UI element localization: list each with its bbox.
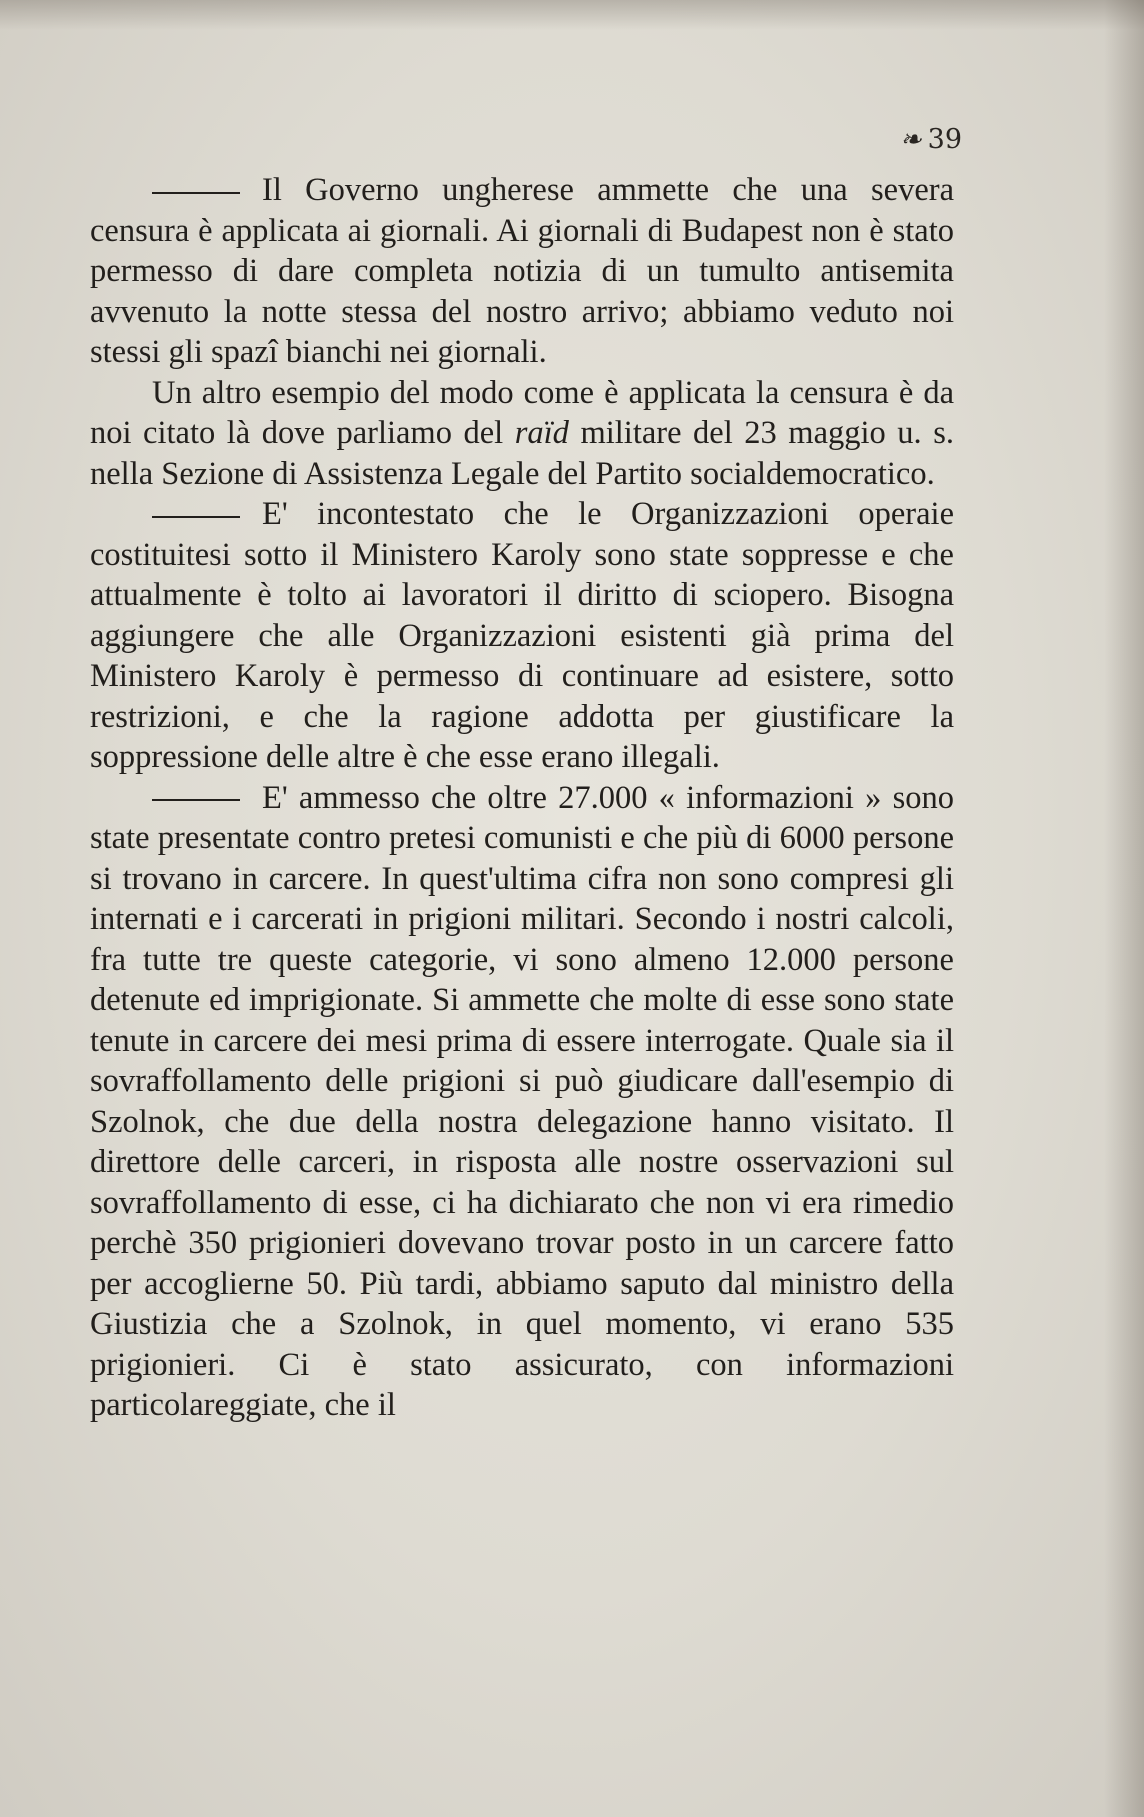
em-dash-rule [152,192,240,194]
paragraph-organizations [90,494,954,778]
body-text [90,170,954,1426]
paragraph-text: E' incontestato che le Organizzazioni operaie costituitesi sotto il Ministero Karoly sono state soppresse e che attualmente è tolto ai lavoratori il diritto di sciopero. Bisogna aggiungere che alle Organizzazioni esistenti già prima del Ministero Karoly è permesso di continuare ad esistere, sotto restrizioni, e che la ragione addotta per giustificare la soppressione delle altre è che esse erano illegali. [90,496,954,775]
page-top-shadow [0,0,1144,30]
italic-term: raïd [514,415,569,451]
paragraph-text: Il Governo ungherese ammette che una severa censura è applicata ai giornali. Ai giornali di Budapest non è stato permesso di dare completa notizia di un tumulto antisemita avvenuto la notte stessa del nostro arrivo; abbiamo veduto noi stessi gli spazî bianchi nei giornali. [90,172,954,370]
fleuron-icon: ❧ [899,124,920,155]
paragraph-text: militare del 23 maggio u. s. nella Sezione di Assistenza Legale del Partito socialdemocratico. [90,415,954,492]
paragraph-raid-example [90,373,954,495]
em-dash-rule [152,516,240,518]
paragraph-text: E' ammesso che oltre 27.000 « informazioni » sono state presentate contro pretesi comunisti e che più di 6000 persone si trovano in carcere. In quest'ultima cifra non sono compresi gli internati e i carcerati in prigioni militari. Secondo i nostri calcoli, fra tutte tre queste categorie, vi sono almeno 12.000 persone detenute ed imprigionate. Si ammette che molte di esse sono state tenute in carcere dei mesi prima di essere interrogate. Quale sia il sovraffollamento delle prigioni si può giudicare dall'esempio di Szolnok, che due della nostra delegazione hanno visitato. Il direttore delle carceri, in risposta alle nostre osservazioni sul sovraffollamento di esse, ci ha dichiarato che non vi era rimedio perchè 350 prigionieri dovevano trovar posto in un carcere fatto per accoglierne 50. Più tardi, abbiamo saputo dal ministro della Giustizia che a Szolnok, in quel momento, vi erano 535 prigionieri. Ci è stato assicurato, con informazioni particolareggiate, che il [90,779,954,1423]
paragraph-prisoners [90,778,954,1426]
page-edge-shadow [1104,0,1144,1817]
paragraph-text: Un altro esempio del modo come è applicata la censura è da noi citato là dove parliamo del [90,374,954,451]
page-header [900,124,962,155]
page-number: 39 [927,124,962,155]
paragraph-censorship [90,170,954,373]
em-dash-rule [152,799,240,801]
